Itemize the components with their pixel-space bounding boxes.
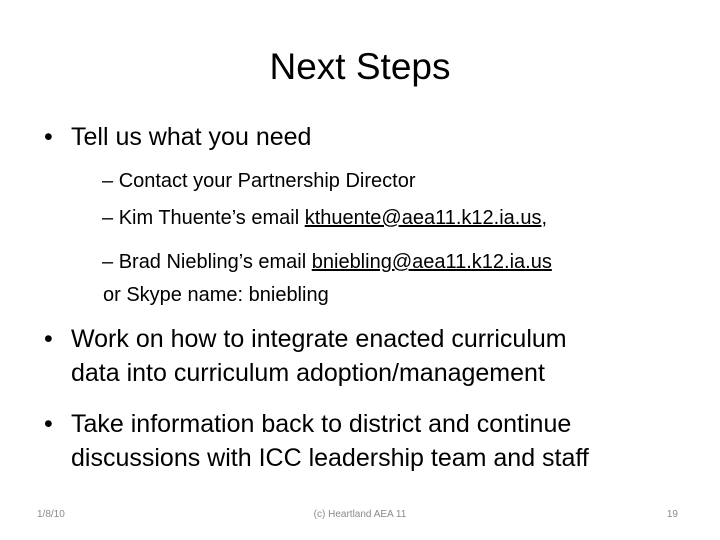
footer-copyright: (c) Heartland AEA 11 (313, 509, 407, 520)
bullet-text-line2: discussions with ICC leadership team and staff (71, 444, 589, 472)
bullet-item-take-info (44, 407, 684, 475)
sub-bullet-skype (103, 282, 693, 308)
dash-icon: – (102, 170, 114, 192)
kim-email-link[interactable]: kthuente@aea11.k12.ia.us (304, 207, 542, 229)
bullet-icon: • (44, 410, 53, 438)
bullet-text-line2: data into curriculum adoption/management (71, 359, 545, 387)
sub-bullet-text: Contact your Partnership Director (118, 170, 416, 192)
slide-title: Next Steps (269, 46, 451, 87)
sub-bullet-kim-email (102, 205, 692, 231)
sub-bullet-suffix: , (541, 207, 548, 229)
sub-bullet-text: Kim Thuente’s email (118, 207, 305, 229)
bullet-text-line1: Take information back to district and continue (71, 410, 572, 438)
bullet-text: Tell us what you need (71, 123, 312, 151)
sub-bullet-brad-email (102, 249, 692, 275)
sub-bullet-text: or Skype name: bniebling (103, 284, 329, 306)
footer-page-number: 19 (666, 509, 678, 520)
sub-bullet-text: Brad Niebling’s email (118, 251, 312, 273)
sub-bullet-partnership-director (102, 168, 692, 194)
bullet-icon: • (44, 123, 53, 151)
dash-icon: – (102, 251, 114, 273)
bullet-icon: • (44, 325, 53, 353)
brad-email-link[interactable]: bniebling@aea11.k12.ia.us (311, 251, 552, 273)
footer-date: 1/8/10 (37, 509, 65, 520)
dash-icon: – (102, 207, 114, 229)
bullet-text-line1: Work on how to integrate enacted curriculum (71, 325, 567, 353)
bullet-item-integrate (44, 322, 684, 390)
bullet-item-tell-us (44, 120, 684, 154)
